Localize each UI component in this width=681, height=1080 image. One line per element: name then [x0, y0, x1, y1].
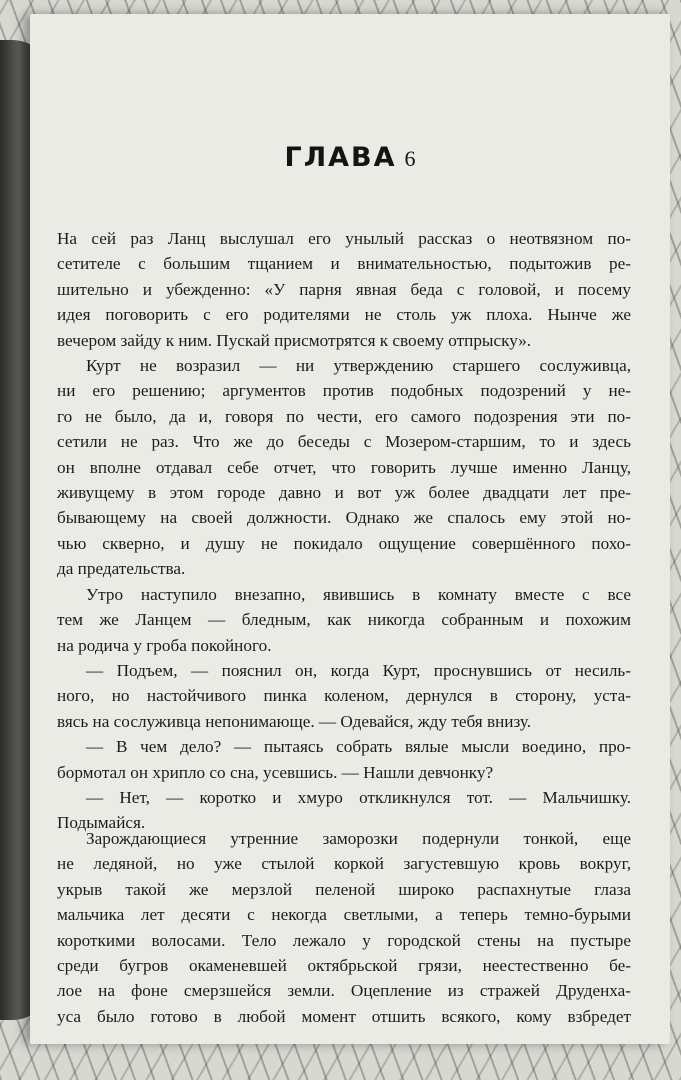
chapter-word: ГЛАВА — [284, 142, 397, 173]
text-line: живущему в этом городе давно и вот уж более двадцати лет пре- — [57, 483, 631, 503]
text-line: сетили не раз. Что же до беседы с Мозером-старшим, то и здесь — [57, 432, 631, 452]
text-line: мальчика лет десяти с некогда светлыми, а теперь темно-бурыми — [57, 905, 631, 925]
text-line: — Подъем, — пояснил он, когда Курт, проснувшись от несиль- — [86, 660, 631, 680]
text-line: да предательства. — [57, 559, 186, 579]
text-section-2 — [57, 826, 631, 1029]
text-line: — В чем дело? — пытаясь собрать вялые мысли воедино, про- — [86, 737, 631, 757]
text-line: укрыв такой же мерзлой пеленой широко распахнутые глаза — [57, 879, 631, 899]
text-line: Зарождающиеся утренние заморозки подернули тонкой, еще — [86, 829, 631, 848]
text-line: бывающему на своей должности. Однако же спалось ему этой но- — [57, 508, 631, 528]
text-line: он вполне отдавал себе отчет, что говорить лучше именно Ланцу, — [57, 457, 631, 477]
text-line: лое на фоне смерзшейся земли. Оцепление из стражей Друденха- — [57, 981, 631, 1001]
text-line: идея поговорить с его родителями не столь уж плоха. Нынче же — [57, 305, 631, 325]
text-line: шительно и убежденно: «У парня явная беда с головой, и посему — [57, 279, 631, 299]
text-line: Курт не возразил — ни утверждению старшего сослуживца, — [86, 356, 631, 376]
chapter-heading — [30, 142, 670, 173]
text-line: не ледяной, но уже стылой коркой загустевшую кровь вокруг, — [57, 854, 631, 874]
text-line: ного, но настойчивого пинка коленом, дернулся в сторону, уста- — [57, 686, 631, 706]
text-line: — Нет, — коротко и хмуро откликнулся тот. — Мальчишку. — [86, 787, 631, 807]
text-line: чью скверно, и душу не покидало ощущение совершённого похо- — [57, 533, 631, 553]
chapter-number: 6 — [404, 146, 416, 171]
text-line: среди бугров окаменевшей октябрьской грязи, неестественно бе- — [57, 956, 631, 976]
text-line: тем же Ланцем — бледным, как никогда собранным и похожим — [57, 610, 631, 630]
text-line: вечером зайду к ним. Пускай присмотрятся к своему отпрыску». — [57, 330, 532, 350]
text-line: Подымайся. — [57, 813, 146, 833]
text-line: На сей раз Ланц выслушал его унылый рассказ о неотвязном по- — [57, 229, 631, 248]
book-page — [30, 14, 670, 1044]
text-line: бормотал он хрипло со сна, усевшись. — Нашли девчонку? — [57, 762, 494, 782]
text-line: вясь на сослуживца непонимающе. — Одевайся, жду тебя внизу. — [57, 711, 532, 731]
text-section-1 — [57, 226, 631, 836]
text-line: го не было, да и, говоря по чести, его самого подозрения эти по- — [57, 406, 631, 426]
text-line: сетителе с большим тщанием и внимательностью, подытожив ре- — [57, 254, 631, 274]
text-line: Утро наступило внезапно, явившись в комнату вместе с все — [86, 584, 631, 604]
text-line: короткими волосами. Тело лежало у городской стены на пустыре — [57, 930, 631, 950]
text-line: ни его решению; аргументов против подобных подозрений у не- — [57, 381, 631, 401]
text-line: уса было готово в любой момент отшить всякого, кому взбредет — [57, 1006, 631, 1026]
text-line: на родича у гроба покойного. — [57, 635, 272, 655]
